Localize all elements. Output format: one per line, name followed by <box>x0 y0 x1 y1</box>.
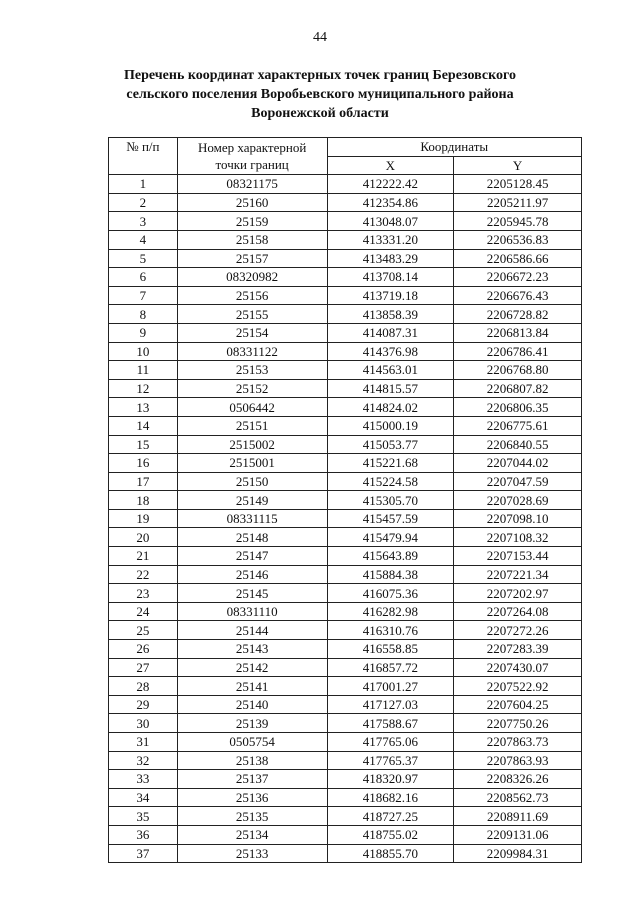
header-point-line-1: Номер характерной <box>198 140 307 156</box>
cell-point-number: 25149 <box>177 491 327 510</box>
cell-x: 414376.98 <box>327 342 454 361</box>
cell-x: 416857.72 <box>327 658 454 677</box>
table-row <box>109 249 582 268</box>
header-y: Y <box>454 156 582 175</box>
table-row <box>109 640 582 659</box>
table-row <box>109 751 582 770</box>
cell-row-number: 3 <box>109 212 178 231</box>
table-row <box>109 305 582 324</box>
cell-x: 416282.98 <box>327 602 454 621</box>
cell-row-number: 32 <box>109 751 178 770</box>
cell-point-number: 25144 <box>177 621 327 640</box>
cell-y: 2209984.31 <box>454 844 582 863</box>
table-row <box>109 342 582 361</box>
cell-point-number: 25157 <box>177 249 327 268</box>
table-row <box>109 286 582 305</box>
cell-point-number: 25145 <box>177 584 327 603</box>
cell-x: 413858.39 <box>327 305 454 324</box>
cell-y: 2207430.07 <box>454 658 582 677</box>
cell-point-number: 25136 <box>177 788 327 807</box>
cell-x: 417765.37 <box>327 751 454 770</box>
cell-x: 417765.06 <box>327 733 454 752</box>
cell-x: 416310.76 <box>327 621 454 640</box>
cell-x: 413708.14 <box>327 268 454 287</box>
cell-y: 2207264.08 <box>454 602 582 621</box>
cell-y: 2208326.26 <box>454 770 582 789</box>
cell-x: 415224.58 <box>327 472 454 491</box>
cell-y: 2206728.82 <box>454 305 582 324</box>
cell-row-number: 25 <box>109 621 178 640</box>
table-row <box>109 416 582 435</box>
cell-row-number: 14 <box>109 416 178 435</box>
table-row <box>109 770 582 789</box>
cell-point-number: 25147 <box>177 547 327 566</box>
cell-row-number: 30 <box>109 714 178 733</box>
cell-point-number: 25143 <box>177 640 327 659</box>
cell-point-number: 25146 <box>177 565 327 584</box>
cell-x: 418855.70 <box>327 844 454 863</box>
table-row <box>109 621 582 640</box>
cell-x: 418755.02 <box>327 825 454 844</box>
cell-x: 412222.42 <box>327 175 454 194</box>
cell-row-number: 7 <box>109 286 178 305</box>
title-line-2: сельского поселения Воробьевского муниципального района <box>126 87 514 102</box>
table-row <box>109 454 582 473</box>
cell-y: 2207028.69 <box>454 491 582 510</box>
cell-y: 2207863.73 <box>454 733 582 752</box>
table-row <box>109 844 582 863</box>
table-row <box>109 714 582 733</box>
table-row <box>109 733 582 752</box>
cell-row-number: 18 <box>109 491 178 510</box>
cell-row-number: 8 <box>109 305 178 324</box>
cell-x: 418682.16 <box>327 788 454 807</box>
cell-point-number: 08320982 <box>177 268 327 287</box>
cell-y: 2207283.39 <box>454 640 582 659</box>
cell-x: 413483.29 <box>327 249 454 268</box>
cell-x: 417127.03 <box>327 695 454 714</box>
cell-x: 413719.18 <box>327 286 454 305</box>
cell-row-number: 37 <box>109 844 178 863</box>
cell-point-number: 25137 <box>177 770 327 789</box>
cell-y: 2207153.44 <box>454 547 582 566</box>
cell-y: 2206807.82 <box>454 379 582 398</box>
cell-y: 2207108.32 <box>454 528 582 547</box>
cell-row-number: 15 <box>109 435 178 454</box>
cell-row-number: 2 <box>109 193 178 212</box>
cell-y: 2205128.45 <box>454 175 582 194</box>
cell-row-number: 24 <box>109 602 178 621</box>
cell-row-number: 6 <box>109 268 178 287</box>
cell-y: 2207750.26 <box>454 714 582 733</box>
table-row <box>109 268 582 287</box>
cell-point-number: 2515002 <box>177 435 327 454</box>
cell-y: 2207202.97 <box>454 584 582 603</box>
cell-x: 415884.38 <box>327 565 454 584</box>
cell-row-number: 19 <box>109 509 178 528</box>
cell-point-number: 25154 <box>177 323 327 342</box>
cell-row-number: 34 <box>109 788 178 807</box>
cell-row-number: 23 <box>109 584 178 603</box>
cell-y: 2206676.43 <box>454 286 582 305</box>
cell-y: 2207221.34 <box>454 565 582 584</box>
table-row <box>109 379 582 398</box>
cell-y: 2209131.06 <box>454 825 582 844</box>
cell-y: 2207863.93 <box>454 751 582 770</box>
header-x: X <box>327 156 454 175</box>
cell-x: 418727.25 <box>327 807 454 826</box>
cell-y: 2206813.84 <box>454 323 582 342</box>
table-row <box>109 435 582 454</box>
cell-y: 2206536.83 <box>454 230 582 249</box>
cell-row-number: 10 <box>109 342 178 361</box>
header-point-number <box>177 138 327 175</box>
cell-x: 414563.01 <box>327 361 454 380</box>
cell-point-number: 08331115 <box>177 509 327 528</box>
table-row <box>109 398 582 417</box>
cell-row-number: 9 <box>109 323 178 342</box>
table-row <box>109 584 582 603</box>
cell-row-number: 17 <box>109 472 178 491</box>
cell-point-number: 25160 <box>177 193 327 212</box>
cell-y: 2207272.26 <box>454 621 582 640</box>
cell-row-number: 35 <box>109 807 178 826</box>
cell-y: 2208562.73 <box>454 788 582 807</box>
cell-x: 418320.97 <box>327 770 454 789</box>
table-row <box>109 472 582 491</box>
cell-point-number: 25139 <box>177 714 327 733</box>
cell-point-number: 25153 <box>177 361 327 380</box>
cell-x: 413331.20 <box>327 230 454 249</box>
document-title <box>110 66 530 123</box>
cell-y: 2207047.59 <box>454 472 582 491</box>
cell-x: 415479.94 <box>327 528 454 547</box>
cell-row-number: 5 <box>109 249 178 268</box>
cell-point-number: 25159 <box>177 212 327 231</box>
cell-row-number: 33 <box>109 770 178 789</box>
table-row <box>109 361 582 380</box>
cell-y: 2207522.92 <box>454 677 582 696</box>
cell-row-number: 22 <box>109 565 178 584</box>
cell-row-number: 26 <box>109 640 178 659</box>
cell-row-number: 1 <box>109 175 178 194</box>
table-body <box>109 175 582 863</box>
cell-y: 2207044.02 <box>454 454 582 473</box>
cell-y: 2206806.35 <box>454 398 582 417</box>
table-row <box>109 677 582 696</box>
table-row <box>109 695 582 714</box>
cell-row-number: 12 <box>109 379 178 398</box>
cell-row-number: 21 <box>109 547 178 566</box>
cell-x: 414087.31 <box>327 323 454 342</box>
cell-y: 2208911.69 <box>454 807 582 826</box>
cell-x: 416075.36 <box>327 584 454 603</box>
cell-point-number: 25135 <box>177 807 327 826</box>
cell-row-number: 16 <box>109 454 178 473</box>
cell-y: 2207098.10 <box>454 509 582 528</box>
cell-row-number: 20 <box>109 528 178 547</box>
cell-row-number: 4 <box>109 230 178 249</box>
cell-point-number: 25150 <box>177 472 327 491</box>
cell-row-number: 27 <box>109 658 178 677</box>
table-row <box>109 175 582 194</box>
cell-point-number: 25140 <box>177 695 327 714</box>
cell-y: 2207604.25 <box>454 695 582 714</box>
title-line-1: Перечень координат характерных точек границ Березовского <box>124 68 516 83</box>
cell-point-number: 0505754 <box>177 733 327 752</box>
cell-x: 415053.77 <box>327 435 454 454</box>
cell-y: 2206672.23 <box>454 268 582 287</box>
cell-point-number: 25155 <box>177 305 327 324</box>
table-row <box>109 193 582 212</box>
cell-y: 2206775.61 <box>454 416 582 435</box>
cell-x: 415000.19 <box>327 416 454 435</box>
table-row <box>109 491 582 510</box>
table-row <box>109 658 582 677</box>
cell-row-number: 13 <box>109 398 178 417</box>
cell-point-number: 25152 <box>177 379 327 398</box>
cell-x: 414824.02 <box>327 398 454 417</box>
cell-x: 415221.68 <box>327 454 454 473</box>
cell-x: 413048.07 <box>327 212 454 231</box>
title-line-3: Воронежской области <box>251 106 389 121</box>
cell-point-number: 25148 <box>177 528 327 547</box>
cell-point-number: 08321175 <box>177 175 327 194</box>
cell-x: 415643.89 <box>327 547 454 566</box>
table-row <box>109 807 582 826</box>
cell-row-number: 28 <box>109 677 178 696</box>
cell-y: 2206768.80 <box>454 361 582 380</box>
cell-point-number: 25133 <box>177 844 327 863</box>
cell-y: 2206840.55 <box>454 435 582 454</box>
cell-point-number: 2515001 <box>177 454 327 473</box>
cell-point-number: 25151 <box>177 416 327 435</box>
table-row <box>109 509 582 528</box>
cell-point-number: 25158 <box>177 230 327 249</box>
cell-y: 2205945.78 <box>454 212 582 231</box>
table-row <box>109 602 582 621</box>
cell-row-number: 29 <box>109 695 178 714</box>
cell-x: 412354.86 <box>327 193 454 212</box>
table-row <box>109 323 582 342</box>
cell-point-number: 0506442 <box>177 398 327 417</box>
cell-x: 415305.70 <box>327 491 454 510</box>
table-row <box>109 565 582 584</box>
cell-point-number: 08331122 <box>177 342 327 361</box>
cell-point-number: 08331110 <box>177 602 327 621</box>
table-row <box>109 788 582 807</box>
header-coordinates: Координаты <box>327 138 582 157</box>
cell-x: 417001.27 <box>327 677 454 696</box>
table-row <box>109 825 582 844</box>
coordinates-table <box>108 137 582 863</box>
table-row <box>109 230 582 249</box>
table-row <box>109 528 582 547</box>
cell-y: 2205211.97 <box>454 193 582 212</box>
cell-row-number: 11 <box>109 361 178 380</box>
cell-y: 2206586.66 <box>454 249 582 268</box>
header-point-line-2: точки границ <box>215 157 289 173</box>
cell-x: 417588.67 <box>327 714 454 733</box>
table-row <box>109 212 582 231</box>
cell-x: 414815.57 <box>327 379 454 398</box>
cell-point-number: 25134 <box>177 825 327 844</box>
cell-row-number: 31 <box>109 733 178 752</box>
cell-point-number: 25142 <box>177 658 327 677</box>
cell-y: 2206786.41 <box>454 342 582 361</box>
cell-x: 415457.59 <box>327 509 454 528</box>
cell-point-number: 25156 <box>177 286 327 305</box>
cell-point-number: 25138 <box>177 751 327 770</box>
page-number: 44 <box>313 30 327 45</box>
cell-x: 416558.85 <box>327 640 454 659</box>
header-row-number: № п/п <box>109 138 178 175</box>
cell-row-number: 36 <box>109 825 178 844</box>
table-row <box>109 547 582 566</box>
cell-point-number: 25141 <box>177 677 327 696</box>
